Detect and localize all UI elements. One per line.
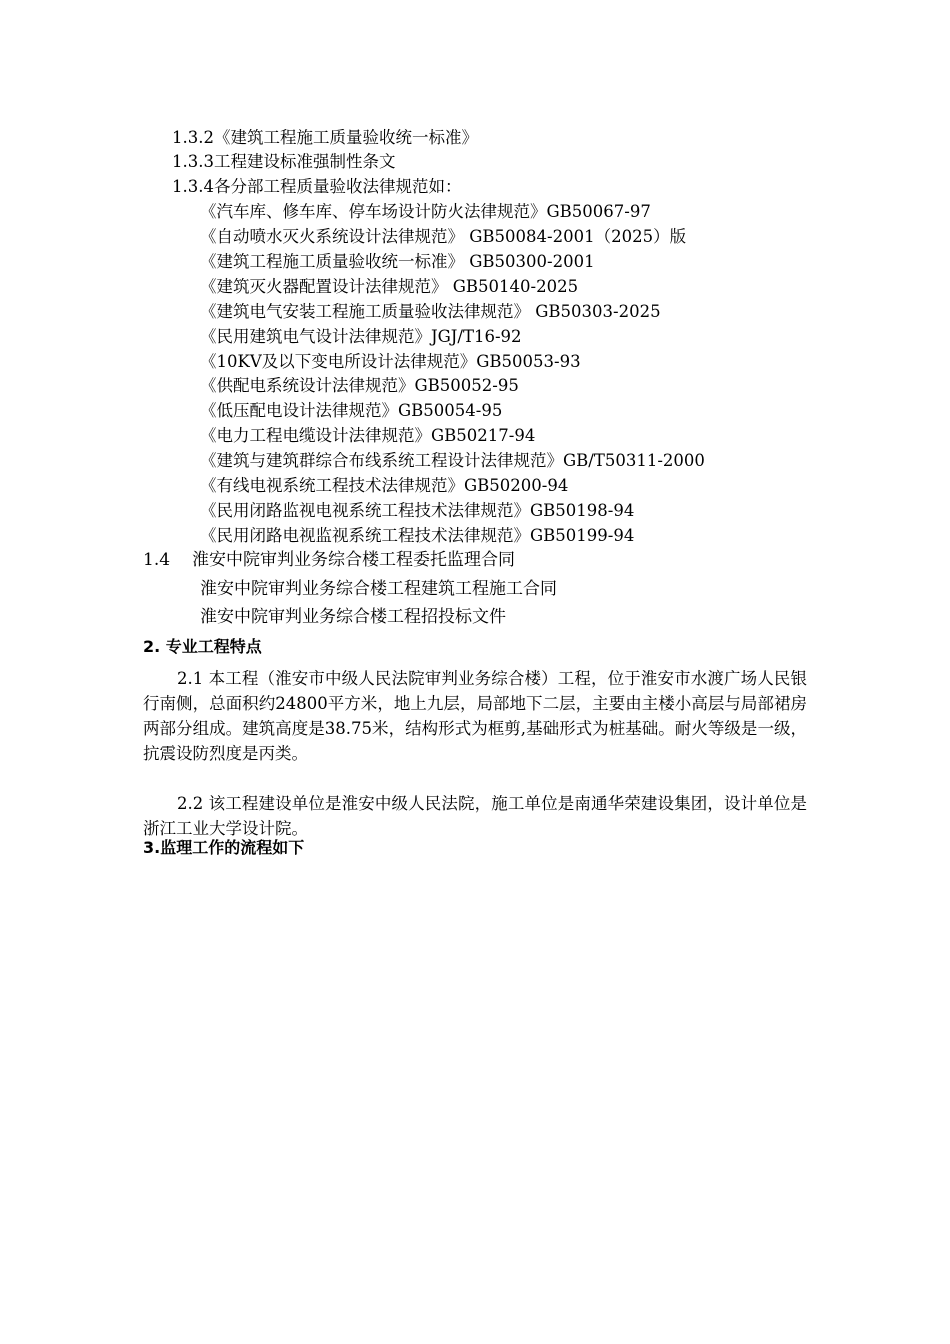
clause-1-3-4: 1.3.4各分部工程质量验收法律规范如： — [172, 177, 462, 196]
standard-item: 《10KV及以下变电所设计法律规范》GB50053-93 — [200, 352, 581, 371]
standard-item: 《建筑灭火器配置设计法律规范》 GB50140-2025 — [200, 277, 579, 296]
standard-item: 《电力工程电缆设计法律规范》GB50217-94 — [200, 426, 536, 445]
standard-item: 《民用建筑电气设计法律规范》JGJ/T16-92 — [200, 327, 522, 346]
standard-item: 《供配电系统设计法律规范》GB50052-95 — [200, 376, 519, 395]
standard-item: 《民用闭路电视监视系统工程技术法律规范》GB50199-94 — [200, 526, 635, 545]
project-description-paragraph: 2.1 本工程（淮安市中级人民法院审判业务综合楼）工程，位于淮安市水渡广场人民银行南侧，总面积约24800平方米，地上九层，局部地下二层，主要由主楼小高层与局部裙房两部分组成。建筑高度是38.75米，结构形式为框剪,基础形式为桩基础。耐火等级是一级，抗震设防烈度是丙类。 — [143, 668, 807, 763]
standard-item: 《自动喷水灭火系统设计法律规范》 GB50084-2001（2025）版 — [200, 227, 687, 246]
clause-1-4-label: 1.4 — [143, 550, 171, 570]
clause-1-4-line: 淮安中院审判业务综合楼工程建筑工程施工合同 — [200, 579, 557, 599]
clause-1-4-line: 淮安中院审判业务综合楼工程委托监理合同 — [192, 550, 515, 570]
standard-item: 《汽车库、修车库、停车场设计防火法律规范》GB50067-97 — [200, 202, 651, 221]
clause-1-4-line: 淮安中院审判业务综合楼工程招投标文件 — [200, 607, 506, 627]
clause-1-3-2: 1.3.2《建筑工程施工质量验收统一标准》 — [172, 128, 478, 147]
standard-item: 《建筑电气安装工程施工质量验收法律规范》 GB50303-2025 — [200, 302, 661, 321]
project-parties-paragraph: 2.2 该工程建设单位是淮安中级人民法院，施工单位是南通华荣建设集团，设计单位是浙江工业大学设计院。 — [143, 793, 807, 838]
section-2-heading: 2. 专业工程特点 — [143, 637, 262, 656]
clause-1-3-3: 1.3.3工程建设标准强制性条文 — [172, 152, 396, 171]
standard-item: 《建筑与建筑群综合布线系统工程设计法律规范》GB/T50311-2000 — [200, 451, 705, 470]
standard-item: 《有线电视系统工程技术法律规范》GB50200-94 — [200, 476, 569, 495]
standard-item: 《低压配电设计法律规范》GB50054-95 — [200, 401, 503, 420]
standard-item: 《民用闭路监视电视系统工程技术法律规范》GB50198-94 — [200, 501, 635, 520]
standard-item: 《建筑工程施工质量验收统一标准》 GB50300-2001 — [200, 252, 595, 271]
section-3-heading: 3.监理工作的流程如下 — [143, 838, 305, 857]
